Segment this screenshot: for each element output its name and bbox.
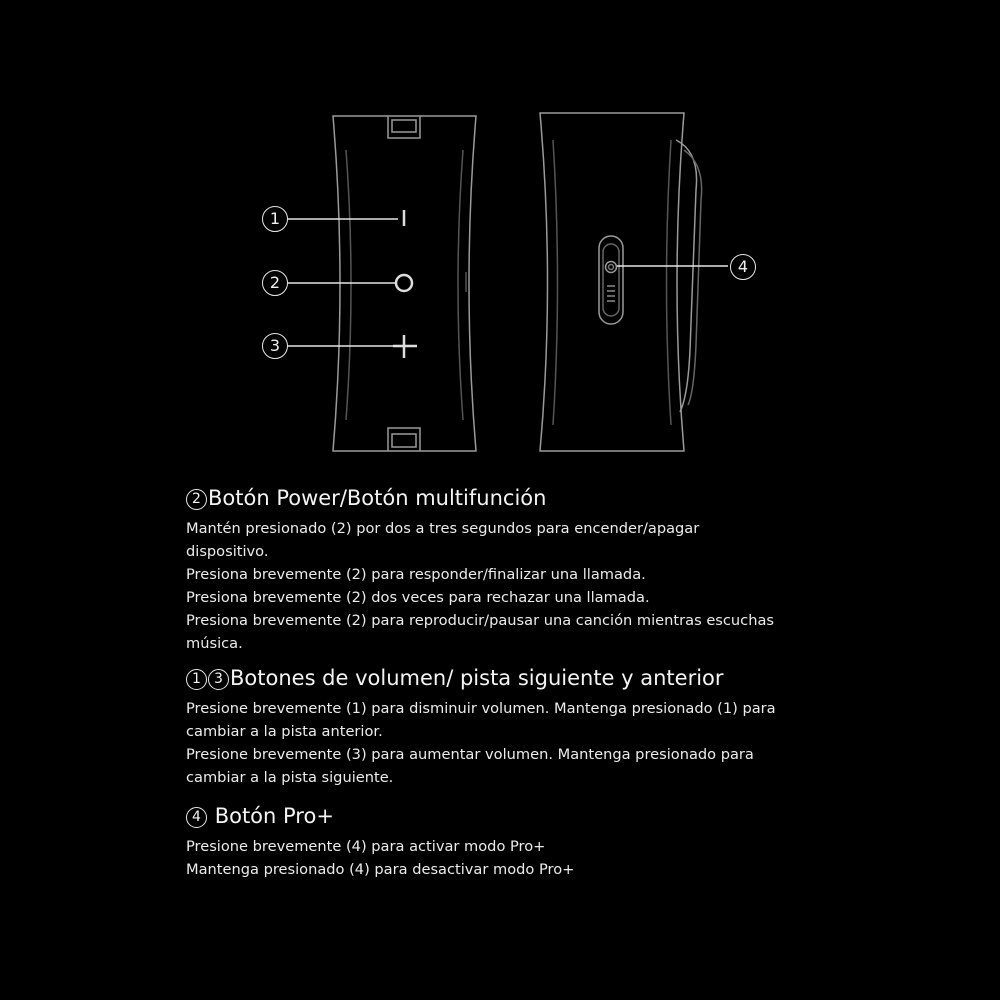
number-badge: 3 [208,669,229,690]
speaker-illustration [0,0,1000,470]
instructions [186,484,836,881]
section-pro-button [186,802,836,881]
section-heading [186,802,836,830]
callout-3: 3 [262,333,288,359]
callout-2: 2 [262,270,288,296]
instruction-line: dispositivo. [186,543,269,560]
section-power-button [186,484,836,655]
power-button-shape [396,275,412,291]
pro-plus-button-shape [606,262,617,273]
instruction-line: Presione brevemente (4) para activar modo Pro+ [186,838,546,855]
section-heading [186,484,836,512]
speaker-side-inner-right [667,140,672,425]
speaker-diagram [0,0,1000,470]
number-badge: 2 [186,489,207,510]
instruction-line: música. [186,635,243,652]
strap-loop-bottom [388,428,420,451]
section-title: Botones de volumen/ pista siguiente y anterior [230,666,724,690]
section-title: Botón Pro+ [214,804,334,828]
instruction-line: Mantenga presionado (4) para desactivar modo Pro+ [186,861,575,878]
instruction-line: Presiona brevemente (2) para responder/finalizar una llamada. [186,566,646,583]
instruction-line: Mantén presionado (2) por dos a tres segundos para encender/apagar [186,520,700,537]
section-volume-buttons [186,664,836,789]
instruction-line: cambiar a la pista siguiente. [186,769,394,786]
instruction-line: Presiona brevemente (2) para reproducir/pausar una canción mientras escuchas [186,612,774,629]
number-badge: 1 [186,669,207,690]
callout-4: 4 [730,254,756,280]
strap-loop-top [388,116,420,138]
instruction-line: Presione brevemente (1) para disminuir volumen. Mantenga presionado (1) para [186,700,776,717]
speaker-side-outline [540,113,684,451]
section-title: Botón Power/Botón multifunción [208,486,547,510]
number-badge: 4 [186,807,207,828]
speaker-side-inner-left [553,140,558,425]
instruction-line: Presiona brevemente (2) dos veces para rechazar una llamada. [186,589,650,606]
instruction-line: cambiar a la pista anterior. [186,723,383,740]
speaker-front-inner-right [458,150,463,420]
section-heading [186,664,836,692]
callout-1: 1 [262,206,288,232]
instruction-line: Presione brevemente (3) para aumentar volumen. Mantenga presionado para [186,746,754,763]
speaker-front-inner-left [346,150,351,420]
